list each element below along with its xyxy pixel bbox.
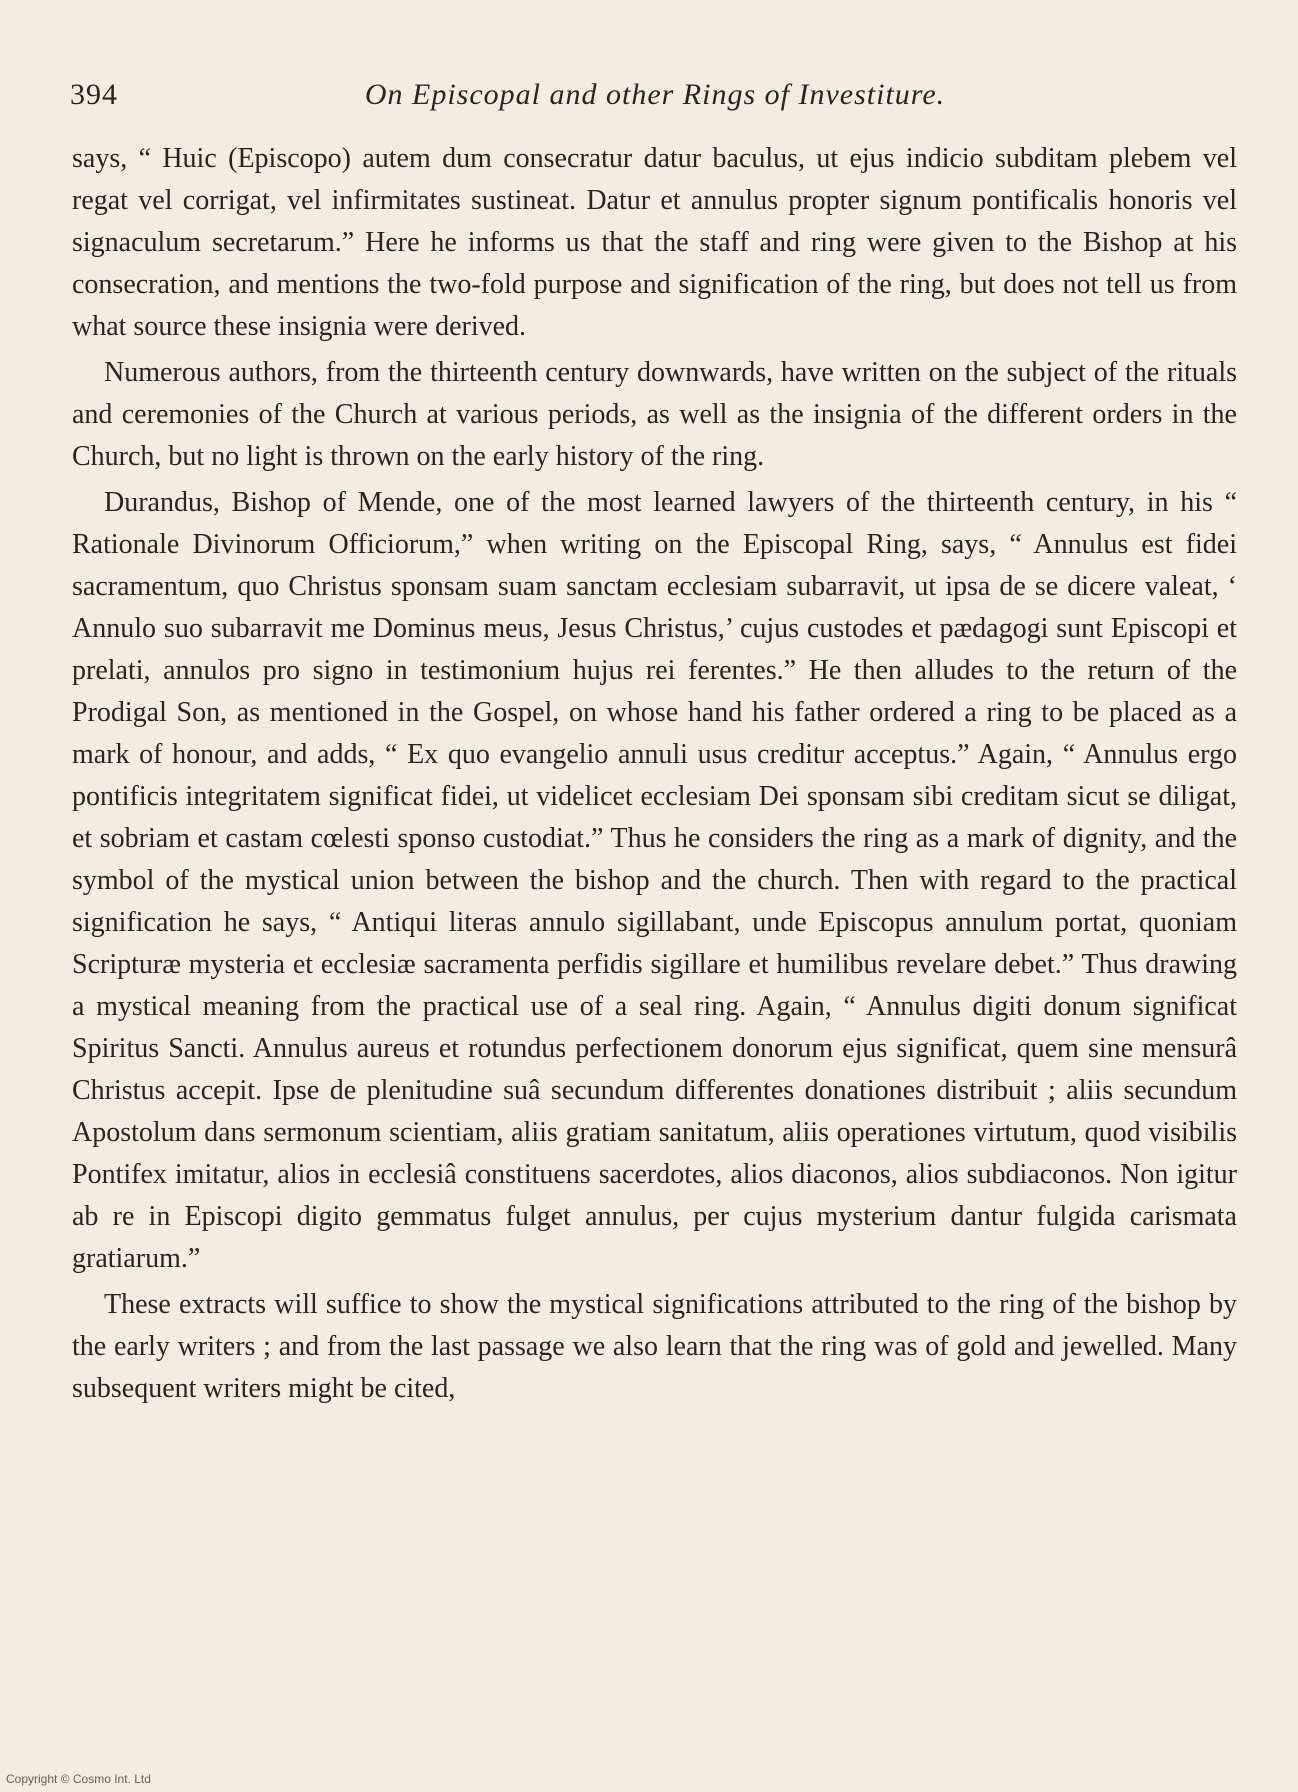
page-header [70, 78, 1240, 118]
paragraph-1: says, “ Huic (Episcopo) autem dum consecratur datur baculus, ut ejus indicio subditam plebem vel regat vel corrigat, vel infirmitates sustineat. Datur et annulus propter signum pontificalis honoris vel signaculum secretarum.” Here he informs us that the staff and ring were given to the Bishop at his consecration, and mentions the two-fold purpose and signification of the ring, but does not tell us from what source these insignia were derived. [72, 143, 1237, 342]
body-text [72, 138, 1237, 1410]
paragraph-4: These extracts will suffice to show the mystical significations attributed to the ring of the bishop by the early writers ; and from the last passage we also learn that the ring was of gold and jewelled. Many subsequent writers might be cited, [72, 1289, 1237, 1404]
paragraph-2: Numerous authors, from the thirteenth century downwards, have written on the subject of the rituals and ceremonies of the Church at various periods, as well as the insignia of the different orders in the Church, but no light is thrown on the early history of the ring. [72, 357, 1237, 472]
paragraph-3: Durandus, Bishop of Mende, one of the most learned lawyers of the thirteenth century, in his “ Rationale Divinorum Officiorum,” when writing on the Episcopal Ring, says, “ Annulus est fidei sacramentum, quo Christus sponsam suam sanctam ecclesiam subarravit, ut ipsa de se dicere valeat, ‘ Annulo suo subarravit me Dominus meus, Jesus Christus,’ cujus custodes et pædagogi sunt Episcopi et prelati, annulos pro signo in testimonium hujus rei ferentes.” He then alludes to the return of the Prodigal Son, as mentioned in the Gospel, on whose hand his father ordered a ring to be placed as a mark of honour, and adds, “ Ex quo evangelio annuli usus creditur acceptus.” Again, “ Annulus ergo pontificis integritatem significat fidei, ut videlicet ecclesiam Dei sponsam sibi creditam sicut se diligat, et sobriam et castam cœlesti sponso custodiat.” Thus he considers the ring as a mark of dignity, and the symbol of the mystical union between the bishop and the church. Then with regard to the practical signification he says, “ Antiqui literas annulo sigillabant, unde Episcopus annulum portat, quoniam Scripturæ mysteria et ecclesiæ sacramenta perfidis sigillare et humilibus revelare debet.” Thus drawing a mystical meaning from the practical use of a seal ring. Again, “ Annulus digiti donum significat Spiritus Sancti. Annulus aureus et rotundus perfectionem donorum ejus significat, quem sine mensurâ Christus accepit. Ipse de plenitudine suâ secundum differentes donationes distribuit ; aliis secundum Apostolum dans sermonum scientiam, aliis gratiam sanitatum, aliis operationes virtutum, quod visibilis Pontifex imitatur, alios in ecclesiâ constituens sacerdotes, alios diaconos, alios subdiaconos. Non igitur ab re in Episcopi digito gemmatus fulget annulus, per cujus mysterium dantur fulgida carismata gratiarum.” [72, 487, 1237, 1274]
copyright-notice: Copyright © Cosmo Int. Ltd [6, 1772, 151, 1786]
page-number: 394 [70, 78, 118, 111]
running-title: On Episcopal and other Rings of Investiture. [364, 78, 946, 111]
